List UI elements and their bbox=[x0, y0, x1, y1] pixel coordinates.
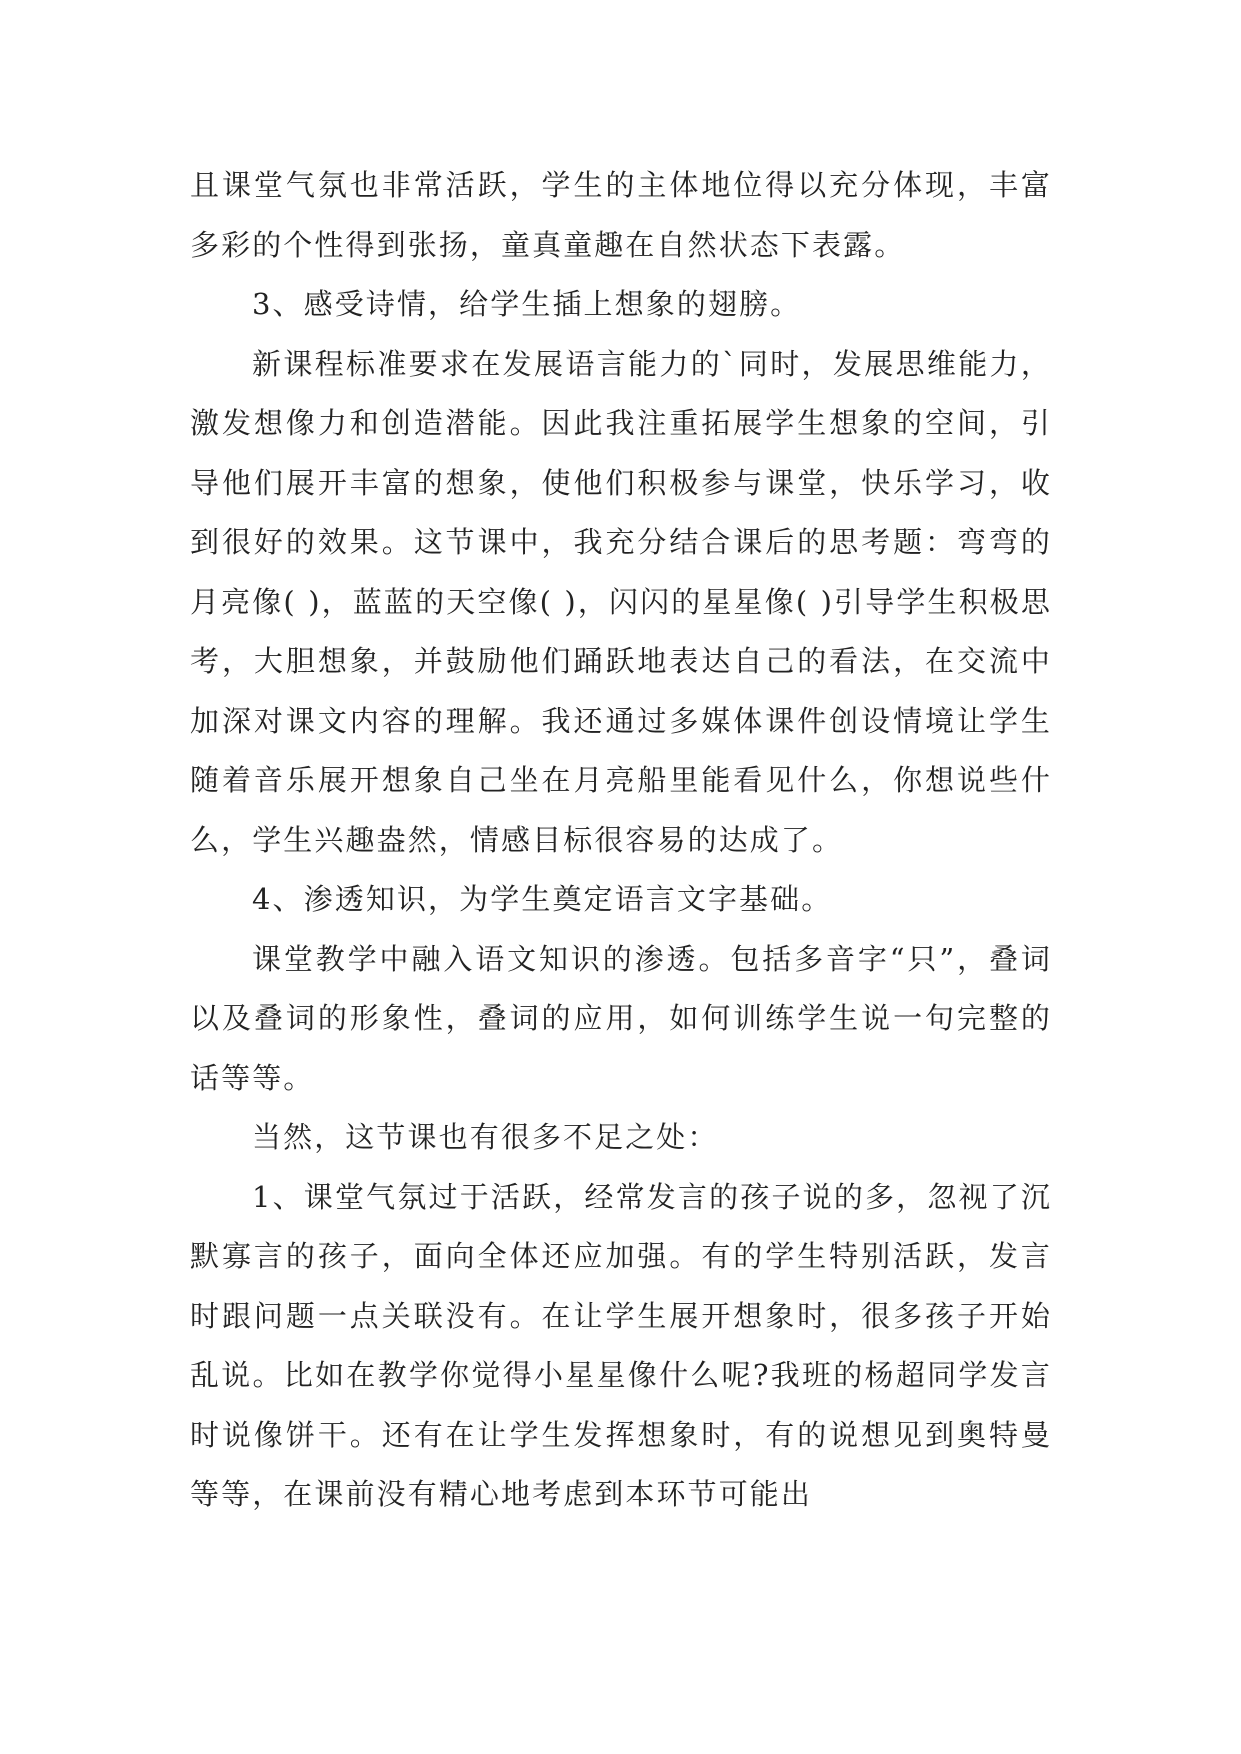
paragraph-continuation: 且课堂气氛也非常活跃，学生的主体地位得以充分体现，丰富多彩的个性得到张扬，童真童趣在自然状态下表露。 bbox=[190, 168, 1052, 262]
document-body bbox=[190, 156, 1052, 1525]
paragraph-knowledge: 课堂教学中融入语文知识的渗透。包括多音字“只”，叠词以及叠词的形象性，叠词的应用，如何训练学生说一句完整的话等等。 bbox=[190, 941, 1052, 1095]
paragraph-shortcomings-intro: 当然，这节课也有很多不足之处： bbox=[252, 1120, 719, 1154]
paragraph-shortcoming-1: 1、课堂气氛过于活跃，经常发言的孩子说的多，忽视了沉默寡言的孩子，面向全体还应加强。有的学生特别活跃，发言时跟问题一点关联没有。在让学生展开想象时，很多孩子开始乱说。比如在教学你觉得小星星像什么呢?我班的杨超同学发言时说像饼干。还有在让学生发挥想象时，有的说想见到奥特曼等等，在课前没有精心地考虑到本环节可能出 bbox=[190, 1179, 1052, 1511]
paragraph-imagination: 新课程标准要求在发展语言能力的`同时，发展思维能力，激发想像力和创造潜能。因此我注重拓展学生想象的空间，引导他们展开丰富的想象，使他们积极参与课堂，快乐学习，收到很好的效果。这节课中，我充分结合课后的思考题：弯弯的月亮像( )，蓝蓝的天空像( )，闪闪的星星像( )引导学生积极思考，大胆想象，并鼓励他们踊跃地表达自己的看法，在交流中加深对课文内容的理解。我还通过多媒体课件创设情境让学生随着音乐展开想象自己坐在月亮船里能看见什么，你想说些什么，学生兴趣盎然，情感目标很容易的达成了。 bbox=[190, 346, 1052, 857]
section-heading-3: 3、感受诗情，给学生插上想象的翅膀。 bbox=[252, 287, 802, 321]
section-heading-4: 4、渗透知识，为学生奠定语言文字基础。 bbox=[252, 882, 833, 916]
